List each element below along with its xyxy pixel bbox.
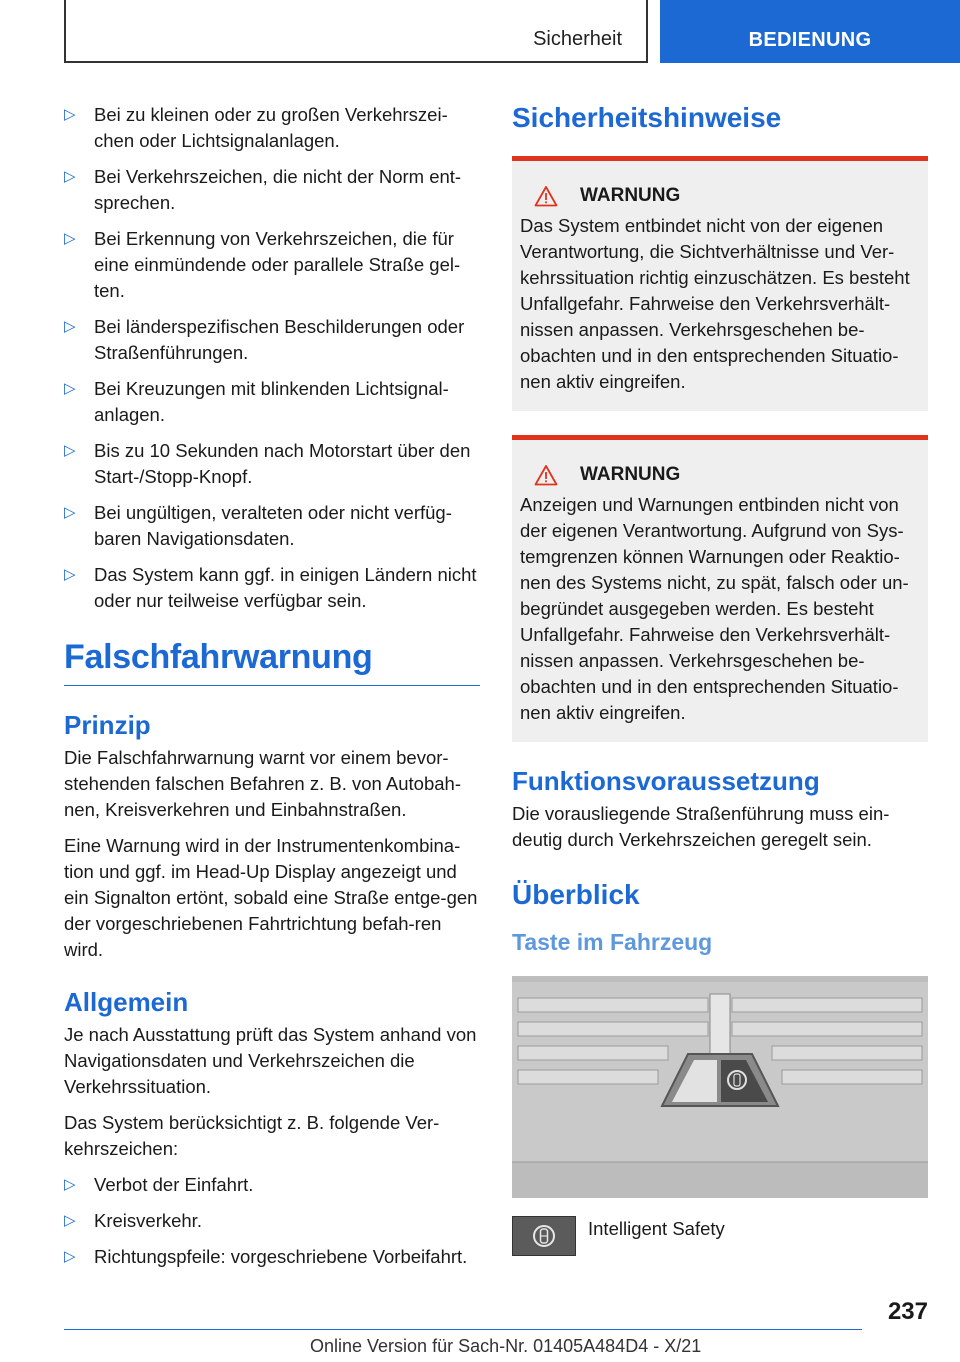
prinzip-heading: Prinzip — [64, 710, 151, 740]
funktion-paragraph: Die vorausliegende Straßenführung muss ein-deutig durch Verkehrszeichen geregelt sein. — [512, 803, 890, 850]
bullet-marker-icon: ▷ — [64, 504, 76, 521]
bullet-marker-icon: ▷ — [64, 318, 76, 335]
warning-text: Anzeigen und Warnungen entbinden nicht von der eigenen Verantwortung. Aufgrund von Sys-temgrenzen können Warnungen oder Reaktio-nen des Systems nicht, zu spät, falsch oder un-begründet ausgegeben werden. Es besteht Unfallgefahr. Fahrweise den Verkehrsverhält-nissen anpassen. Verkehrsgeschehen be-obachten und in den entsprechenden Situatio-nen aktiv eingreifen. — [520, 494, 909, 723]
hinweise-heading: Sicherheitshinweise — [512, 102, 782, 133]
bullet-marker-icon: ▷ — [64, 442, 76, 459]
bullet-marker-icon: ▷ — [64, 1176, 76, 1193]
limitations-list — [64, 102, 480, 614]
list-item: ▷ Bei Erkennung von Verkehrszeichen, die für eine einmündende oder parallele Straße gel-ten. — [64, 228, 461, 301]
list-item: ▷ Das System kann ggf. in einigen Ländern nicht oder nur teilweise verfügbar sein. — [64, 564, 477, 611]
warning-triangle-icon — [534, 185, 558, 207]
section-title: Falschfahrwarnung — [64, 638, 480, 686]
intelligent-safety-icon — [512, 1216, 576, 1256]
warning-header — [534, 185, 920, 207]
list-item: ▷ Bei ungültigen, veralteten oder nicht verfüg-baren Navigationsdaten. — [64, 502, 452, 549]
bullet-marker-icon: ▷ — [64, 168, 76, 185]
footer-divider — [64, 1329, 862, 1330]
page-number: 237 — [887, 1298, 928, 1325]
list-item: ▷ Bei zu kleinen oder zu großen Verkehrszei-chen oder Lichtsignalanlagen. — [64, 104, 448, 151]
list-item: ▷ Richtungspfeile: vorgeschriebene Vorbeifahrt. — [64, 1244, 480, 1270]
traffic-signs-list — [64, 1172, 480, 1270]
warning-header — [534, 464, 920, 486]
taste-heading: Taste im Fahrzeug — [512, 929, 713, 955]
warning-triangle-icon — [534, 464, 558, 486]
bullet-marker-icon: ▷ — [64, 230, 76, 247]
warning-box — [512, 435, 928, 742]
bullet-marker-icon: ▷ — [64, 380, 76, 397]
intelligent-safety-button-row — [512, 1216, 928, 1256]
funktion-heading: Funktionsvoraussetzung — [512, 766, 820, 796]
allgemein-heading: Allgemein — [64, 987, 189, 1017]
list-item: ▷ Kreisverkehr. — [64, 1208, 480, 1234]
warning-text: Das System entbindet nicht von der eigenen Verantwortung, die Sichtverhältnisse und Ver-kehrssituation richtig einzuschätzen. Es besteht Unfallgefahr. Fahrweise den Verkehrsverhält-nissen anpassen. Verkehrsgeschehen be-obachten und in den entsprechenden Situatio-nen aktiv eingreifen. — [520, 215, 910, 392]
list-item: ▷ Bis zu 10 Sekunden nach Motorstart über den Start-/Stopp-Knopf. — [64, 440, 471, 487]
right-column — [512, 102, 928, 1256]
header-chapter-tab — [660, 0, 960, 63]
header-section-box — [64, 0, 648, 63]
prinzip-paragraph-1: Die Falschfahrwarnung warnt vor einem bevor-stehenden falschen Befahren z. B. von Autobah-nen, Kreisverkehren und Einbahnstraßen. — [64, 747, 462, 820]
allgemein-paragraph-1: Je nach Ausstattung prüft das System anhand von Navigationsdaten und Verkehrszeichen die Verkehrssituation. — [64, 1024, 477, 1097]
warning-label: WARNUNG — [580, 464, 681, 485]
bullet-marker-icon: ▷ — [64, 566, 76, 583]
list-item: ▷ Bei länderspezifischen Beschilderungen oder Straßenführungen. — [64, 316, 465, 363]
footer-online-version: Online Version für Sach-Nr. 01405A484D4 - X/21 — [310, 1336, 702, 1356]
bullet-marker-icon: ▷ — [64, 1212, 76, 1229]
list-item: ▷ Verbot der Einfahrt. — [64, 1172, 480, 1198]
list-item: ▷ Bei Verkehrszeichen, die nicht der Norm ent-sprechen. — [64, 166, 462, 213]
list-item: ▷ Bei Kreuzungen mit blinkenden Lichtsignal-anlagen. — [64, 378, 449, 425]
header-section-title: Sicherheit — [533, 28, 622, 50]
prinzip-paragraph-2: Eine Warnung wird in der Instrumentenkombina-tion und ggf. im Head-Up Display angezeigt und ein Signalton ertönt, sobald eine Straße entge-gen der vorgeschriebenen Fahrtrichtung befah-ren wird. — [64, 835, 478, 960]
allgemein-paragraph-2: Das System berücksichtigt z. B. folgende Ver-kehrszeichen: — [64, 1112, 440, 1159]
left-column — [64, 102, 480, 1280]
vehicle-button-photo — [512, 976, 928, 1198]
ueberblick-heading: Überblick — [512, 879, 640, 910]
bullet-marker-icon: ▷ — [64, 1248, 76, 1265]
warning-box — [512, 156, 928, 411]
warning-label: WARNUNG — [580, 185, 681, 206]
intelligent-safety-label: Intelligent Safety — [588, 1218, 725, 1239]
vehicle-grille-illustration — [512, 976, 928, 1198]
bullet-marker-icon: ▷ — [64, 106, 76, 123]
header-chapter-label: BEDIENUNG — [748, 29, 872, 51]
